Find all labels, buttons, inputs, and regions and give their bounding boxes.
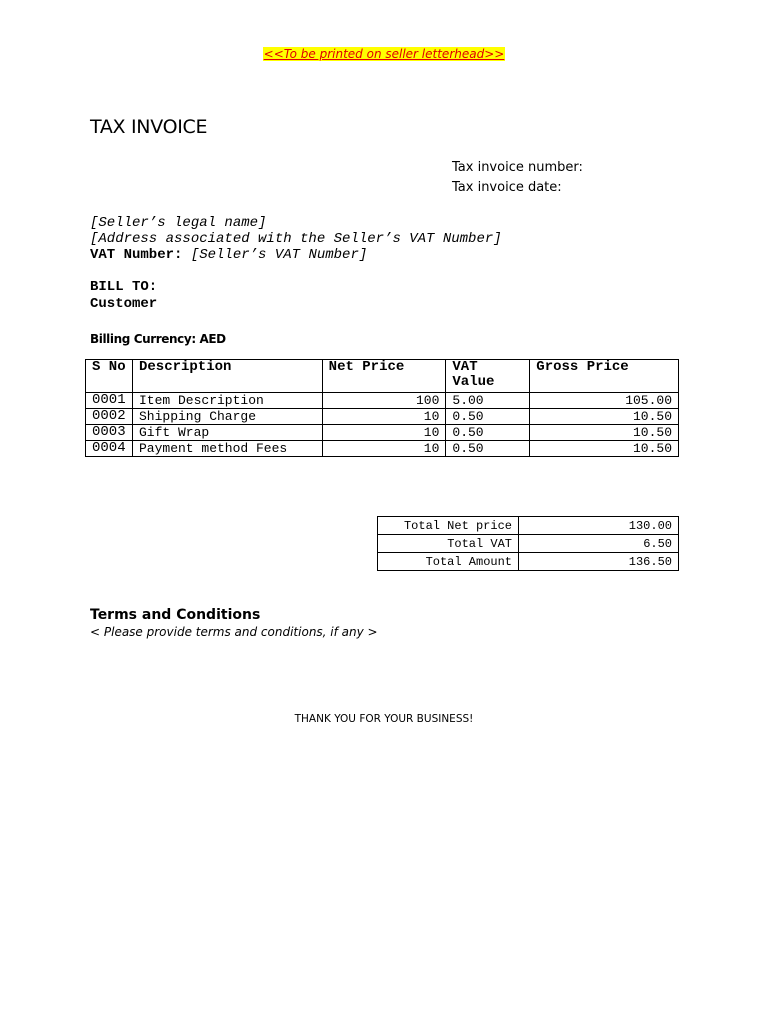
header-vat-value: VAT Value xyxy=(446,360,530,393)
total-amount-value: 136.50 xyxy=(519,553,679,571)
cell-sno: 0004 xyxy=(86,441,133,457)
cell-gross-price: 10.50 xyxy=(530,441,679,457)
table-row xyxy=(86,409,679,425)
cell-sno: 0003 xyxy=(86,425,133,441)
letterhead-note-text: <<To be printed on seller letterhead>> xyxy=(263,47,505,61)
cell-vat-value: 0.50 xyxy=(446,441,530,457)
cell-vat-value: 0.50 xyxy=(446,409,530,425)
bill-to-label: BILL TO: xyxy=(90,279,158,295)
totals-row-net xyxy=(378,517,679,535)
table-row xyxy=(86,425,679,441)
cell-description: Item Description xyxy=(132,393,322,409)
vat-number-label: VAT Number: xyxy=(90,247,183,263)
cell-net-price: 10 xyxy=(322,441,446,457)
cell-gross-price: 10.50 xyxy=(530,425,679,441)
total-vat-label: Total VAT xyxy=(378,535,519,553)
seller-legal-name: [Seller’s legal name] xyxy=(90,215,267,231)
table-row xyxy=(86,441,679,457)
totals-table xyxy=(377,516,679,571)
cell-net-price: 10 xyxy=(322,425,446,441)
document-title: TAX INVOICE xyxy=(90,116,208,138)
header-gross-price: Gross Price xyxy=(530,360,679,393)
cell-vat-value: 0.50 xyxy=(446,425,530,441)
cell-net-price: 100 xyxy=(322,393,446,409)
table-row xyxy=(86,393,679,409)
thank-you-note: THANK YOU FOR YOUR BUSINESS! xyxy=(294,713,474,725)
seller-address: [Address associated with the Seller’s VAT Number] xyxy=(90,231,502,247)
cell-gross-price: 105.00 xyxy=(530,393,679,409)
total-net-value: 130.00 xyxy=(519,517,679,535)
totals-row-vat xyxy=(378,535,679,553)
total-amount-label: Total Amount xyxy=(378,553,519,571)
cell-sno: 0002 xyxy=(86,409,133,425)
cell-gross-price: 10.50 xyxy=(530,409,679,425)
cell-description: Gift Wrap xyxy=(132,425,322,441)
cell-net-price: 10 xyxy=(322,409,446,425)
invoice-number-label: Tax invoice number: xyxy=(452,160,583,175)
bill-to-customer: Customer xyxy=(90,296,158,312)
items-table xyxy=(85,359,679,457)
cell-description: Payment method Fees xyxy=(132,441,322,457)
terms-text: < Please provide terms and conditions, if any > xyxy=(90,625,378,639)
vat-number-value: [Seller’s VAT Number] xyxy=(190,247,368,263)
total-net-label: Total Net price xyxy=(378,517,519,535)
header-net-price: Net Price xyxy=(322,360,446,393)
cell-vat-value: 5.00 xyxy=(446,393,530,409)
invoice-date-label: Tax invoice date: xyxy=(452,180,562,195)
total-vat-value: 6.50 xyxy=(519,535,679,553)
terms-title: Terms and Conditions xyxy=(90,607,261,623)
items-table-header xyxy=(86,360,679,393)
letterhead-note xyxy=(0,46,768,62)
cell-sno: 0001 xyxy=(86,393,133,409)
header-sno: S No xyxy=(86,360,133,393)
cell-description: Shipping Charge xyxy=(132,409,322,425)
header-description: Description xyxy=(132,360,322,393)
totals-row-amount xyxy=(378,553,679,571)
billing-currency: Billing Currency: AED xyxy=(90,332,226,346)
seller-vat-line xyxy=(90,247,367,263)
